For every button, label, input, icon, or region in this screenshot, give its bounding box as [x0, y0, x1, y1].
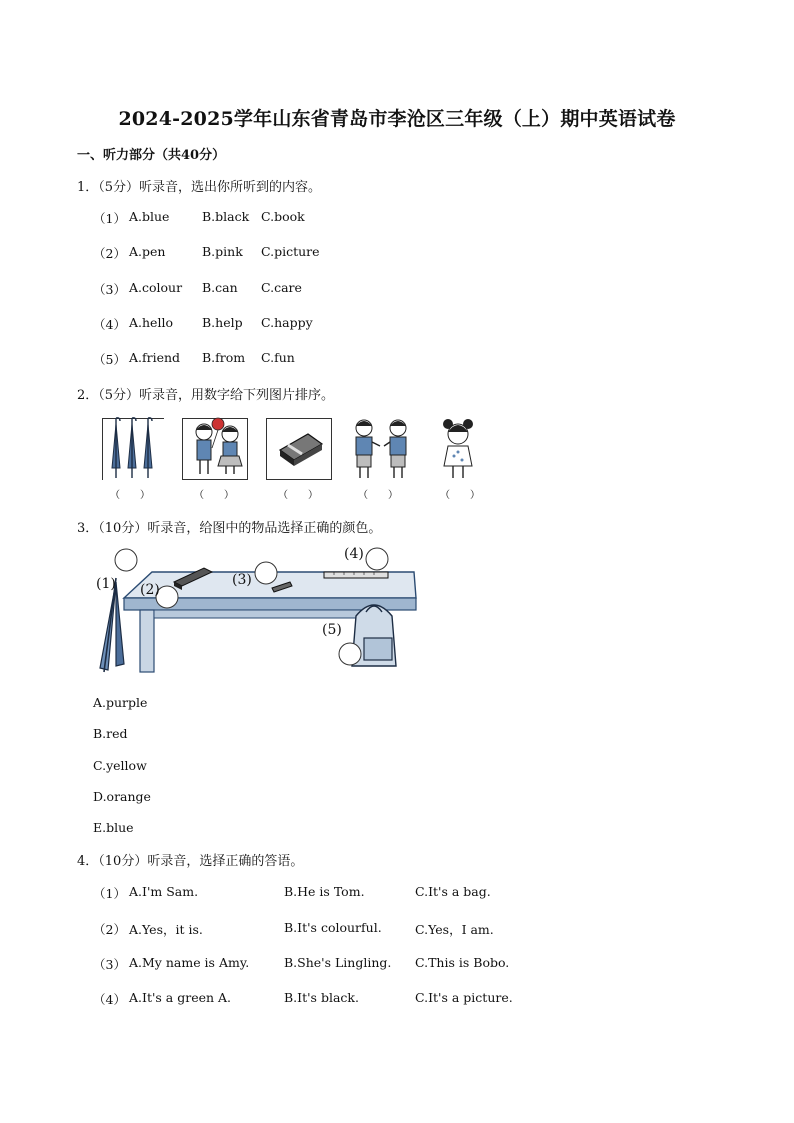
ruler-icon — [324, 572, 388, 578]
picture-strip — [96, 416, 492, 502]
umbrellas-picture — [102, 416, 172, 482]
q1-option-a: A.friend — [129, 350, 181, 365]
q1-row-num: （1） — [93, 211, 126, 226]
answer-blank-1[interactable]: （ ） — [110, 490, 150, 501]
q1-row-num: （5） — [93, 352, 126, 367]
q4-option-b: B.It's colourful. — [284, 920, 382, 935]
q1-row-num: （2） — [93, 246, 126, 261]
answer-blank-2[interactable]: （ ） — [194, 490, 234, 501]
q1-option-a: A.colour — [129, 280, 183, 295]
color-option-c: C.yellow — [93, 758, 147, 773]
girl-icon — [426, 416, 496, 482]
q1-option-c: C.picture — [261, 244, 320, 259]
q4-option-b: B.It's black. — [284, 990, 359, 1005]
item-label-5: (5) — [322, 622, 342, 638]
two-children-picture — [182, 416, 252, 482]
item-label-3: (3) — [232, 572, 252, 588]
q1-option-a: A.blue — [129, 209, 170, 224]
q1-option-a: A.hello — [129, 315, 173, 330]
q1-option-b: B.pink — [202, 244, 243, 259]
q1-option-c: C.happy — [261, 315, 313, 330]
question-1-stem: 1．（5分）听录音，选出你所听到的内容。 — [77, 180, 322, 195]
q1-option-b: B.from — [202, 350, 246, 365]
color-option-b: B.red — [93, 726, 128, 741]
section-listening: 一、听力部分（共40分） — [77, 148, 226, 163]
desk-scene — [94, 542, 424, 674]
item-label-2: (2) — [140, 582, 160, 598]
q4-option-a: A.Yes，it is. — [129, 922, 203, 937]
girl-picture — [426, 416, 496, 482]
q4-row-num: （1） — [93, 886, 126, 901]
q4-row-num: （4） — [93, 992, 126, 1007]
boys-icon — [346, 416, 416, 482]
children-icon — [182, 416, 252, 482]
answer-blank-3[interactable]: （ ） — [278, 490, 318, 501]
q4-option-c: C.This is Bobo. — [415, 955, 510, 970]
color-option-e: E.blue — [93, 820, 134, 835]
item-label-4: (4) — [344, 546, 364, 562]
eraser-icon — [266, 416, 336, 482]
q1-option-c: C.care — [261, 280, 302, 295]
question-3-stem: 3．（10分）听录音，给图中的物品选择正确的颜色。 — [77, 521, 382, 536]
q1-row-num: （3） — [93, 282, 126, 297]
color-option-d: D.orange — [93, 789, 151, 804]
color-option-a: A.purple — [93, 695, 148, 710]
q4-row-num: （3） — [93, 957, 126, 972]
question-2-stem: 2．（5分）听录音，用数字给下列图片排序。 — [77, 388, 335, 403]
q1-option-b: B.help — [202, 315, 243, 330]
q4-option-a: A.I'm Sam. — [129, 884, 199, 899]
q1-row-num: （4） — [93, 317, 126, 332]
desk-scene-drawing — [94, 542, 424, 674]
q1-option-b: B.black — [202, 209, 250, 224]
eraser-picture — [266, 416, 336, 482]
q4-option-b: B.He is Tom. — [284, 884, 365, 899]
q4-row-num: （2） — [93, 922, 126, 937]
answer-blank-5[interactable]: （ ） — [440, 490, 480, 501]
q1-option-a: A.pen — [129, 244, 166, 259]
q4-option-c: C.Yes，I am. — [415, 922, 494, 937]
exam-title: 2024-2025学年山东省青岛市李沧区三年级（上）期中英语试卷 — [118, 108, 676, 130]
q4-option-b: B.She's Lingling. — [284, 955, 392, 970]
umbrella-icon — [102, 416, 172, 482]
answer-blank-4[interactable]: （ ） — [358, 490, 398, 501]
item-label-1: (1) — [96, 576, 116, 592]
q4-option-a: A.It's a green A. — [129, 990, 232, 1005]
two-boys-picture — [346, 416, 416, 482]
question-4-stem: 4．（10分）听录音，选择正确的答语。 — [77, 854, 304, 869]
q4-option-a: A.My name is Amy. — [129, 955, 250, 970]
q1-option-c: C.book — [261, 209, 305, 224]
q1-option-b: B.can — [202, 280, 238, 295]
q4-option-c: C.It's a picture. — [415, 990, 513, 1005]
q4-option-c: C.It's a bag. — [415, 884, 491, 899]
q1-option-c: C.fun — [261, 350, 295, 365]
